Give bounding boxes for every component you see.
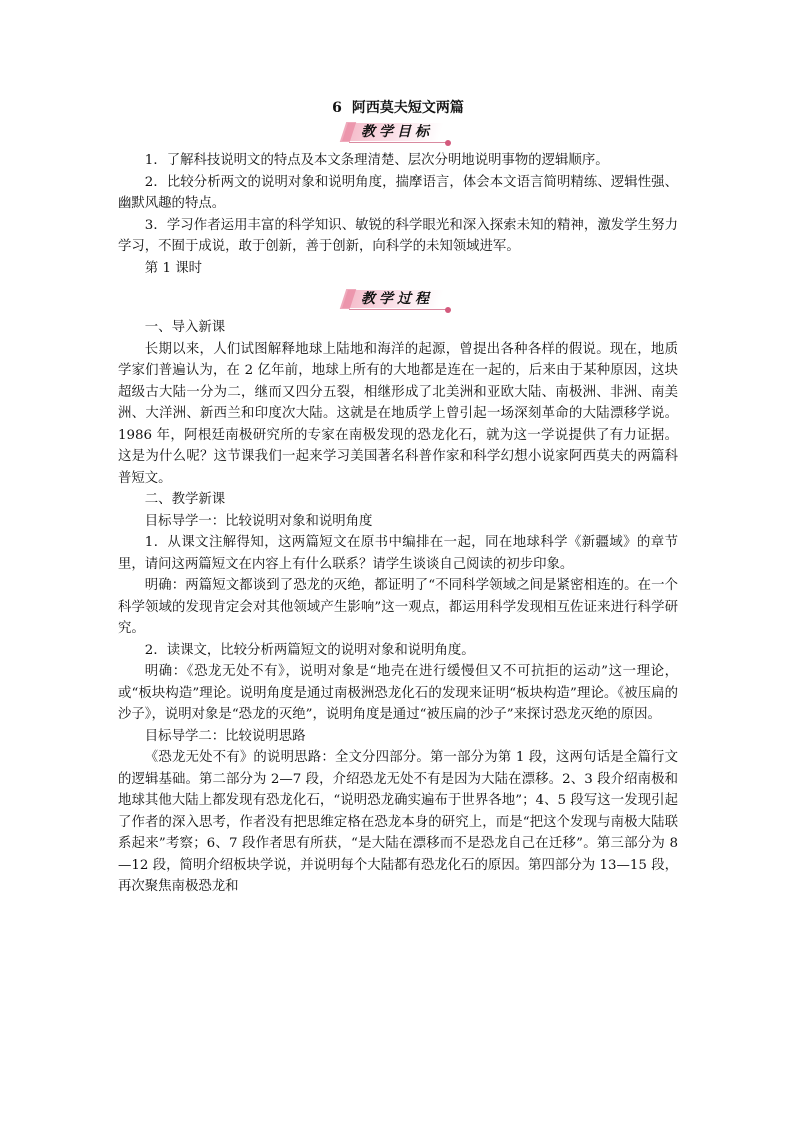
section-header-process	[343, 289, 453, 311]
paragraph: 2．读课文，比较分析两篇短文的说明对象和说明角度。	[144, 642, 475, 658]
goal-item: 1．了解科技说明文的特点及本文条理清楚、层次分明地说明事物的逻辑顺序。	[144, 153, 609, 168]
section-dot-icon	[445, 307, 451, 313]
section-label: 教学过程	[361, 291, 433, 307]
paragraph: 长期以来，人们试图解释地球上陆地和海洋的起源，曾提出各种各样的假说。现在，地质学家们普遍认为，在 2 亿年前，地球上所有的大地都是连在一起的，后来由于某种原因，这块超级古大陆一分为二，继而又四分五裂，相继形成了北美洲和亚欧大陆、南极洲、非洲、南美洲、大洋洲、新西兰和印度次大陆。这就是在地质学上曾引起一场深刻革命的大陆漂移学说。1986 年，阿根廷南极研究所的专家在南极发现的恐龙化石，就为这一学说提供了有力证据。这是为什么呢？这节课我们一起来学习美国著名科普作家和科学幻想小说家阿西莫夫的两篇科普短文。	[118, 341, 678, 486]
lesson-title-text: 阿西莫夫短文两篇	[351, 100, 464, 116]
section-underline	[349, 309, 447, 310]
subheading: 二、教学新课	[144, 492, 226, 507]
section-dot-icon	[445, 140, 451, 146]
subheading: 一、导入新课	[144, 320, 226, 335]
section-label: 教学目标	[361, 124, 433, 140]
paragraph: 《恐龙无处不有》的说明思路：全文分四部分。第一部分为第 1 段，这两句话是全篇行文的逻辑基础。第二部分为 2—7 段，介绍恐龙无处不有是因为大陆在漂移。2、3 段介绍南极和地球其他大陆上都发现有恐龙化石，“说明恐龙确实遍布于世界各地”；4、5 段写这一发现引起了作者的深入思考，作者没有把思维定格在恐龙本身的研究上，而是“把这个发现与南极大陆联系起来”考察；6、7 段作者思有所获，“是大陆在漂移而不是恐龙自己在迁移”。第三部分为 8—12 段，简明介绍板块学说，并说明每个大陆都有恐龙化石的原因。第四部分为 13—15 段，再次聚焦南极恐龙和	[118, 750, 678, 894]
goal-item: 3．学习作者运用丰富的科学知识、敏锐的科学眼光和深入探索未知的精神，激发学生努力学习，不囿于成说，敢于创新，善于创新，向科学的未知领域进军。	[118, 217, 678, 254]
goal-guide-heading: 目标导学一：比较说明对象和说明角度	[144, 513, 373, 529]
section-underline	[349, 142, 447, 143]
paragraph: 1．从课文注解得知，这两篇短文在原书中编排在一起，同在地球科学《新疆域》的章节里，请问这两篇短文在内容上有什么联系？请学生谈谈自己阅读的初步印象。	[118, 535, 678, 572]
document-page	[118, 98, 678, 898]
lesson-title	[118, 98, 678, 118]
goal-guide-heading: 目标导学二：比较说明思路	[144, 728, 306, 744]
lesson-number: 6	[332, 100, 342, 116]
paragraph: 明确：《恐龙无处不有》，说明对象是“地壳在进行缓慢但又不可抗拒的运动”这一理论，或“板块构造”理论。说明角度是通过南极洲恐龙化石的发现来证明“板块构造”理论。《被压扁的沙子》，说明对象是“恐龙的灭绝”，说明角度是通过“被压扁的沙子”来探讨恐龙灭绝的原因。	[118, 664, 678, 722]
period-label: 第 1 课时	[144, 260, 203, 276]
paragraph: 明确：两篇短文都谈到了恐龙的灭绝，都证明了“不同科学领域之间是紧密相连的。在一个科学领域的发现肯定会对其他领域产生影响”这一观点，都运用科学发现相互佐证来进行科学研究。	[118, 578, 678, 636]
goal-item: 2．比较分析两文的说明对象和说明角度，揣摩语言，体会本文语言简明精练、逻辑性强、幽默风趣的特点。	[118, 174, 678, 211]
section-header-goals	[343, 122, 453, 144]
